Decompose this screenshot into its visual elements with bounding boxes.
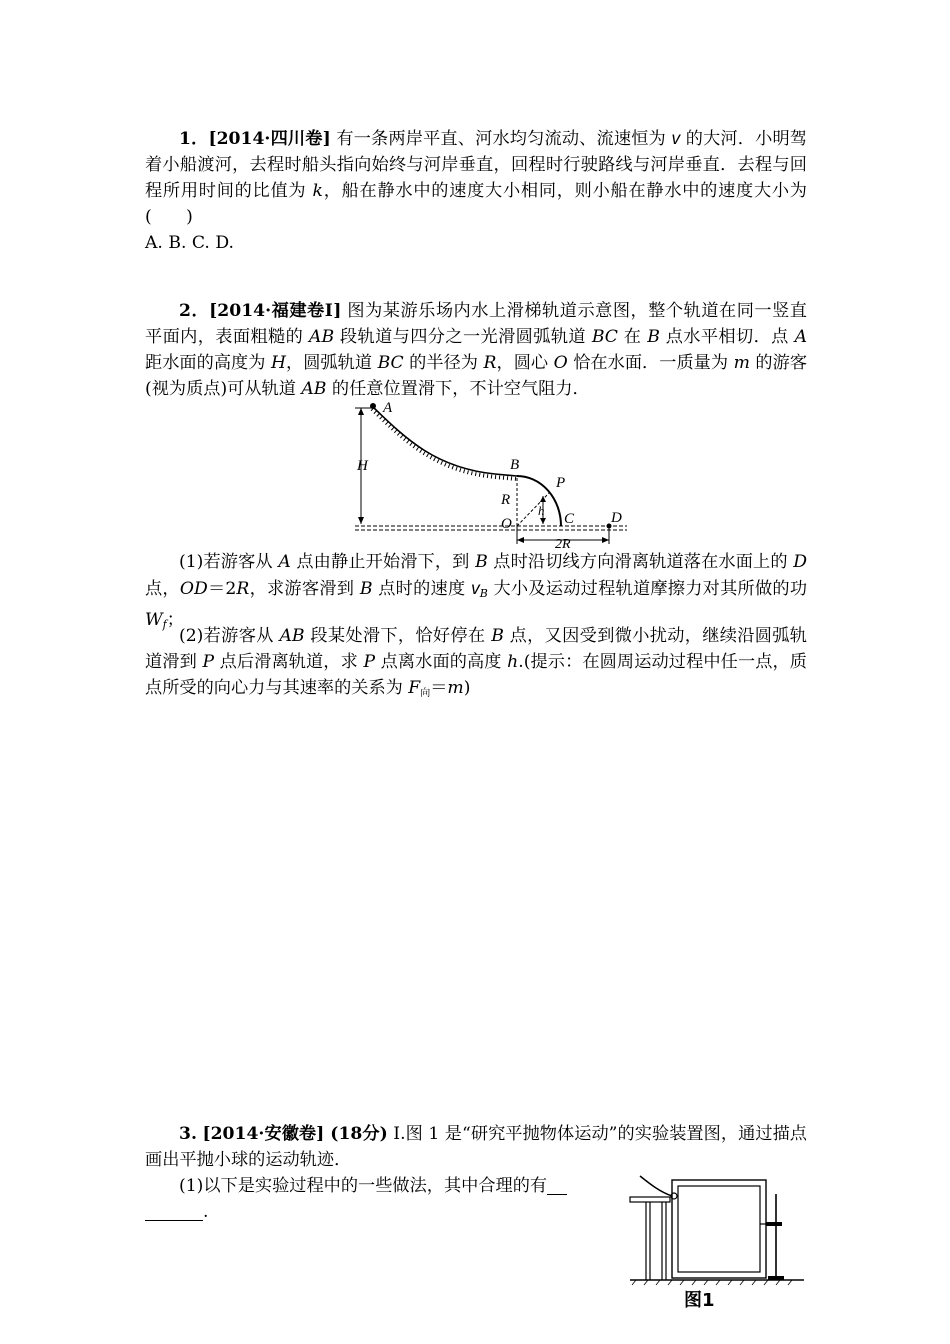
- q2-intro-text: 的游客(视为质点)可从轨道: [145, 353, 808, 399]
- q2-var: R: [483, 353, 497, 373]
- height-h-arrow-bottom: [358, 517, 364, 524]
- answer-blank-continued[interactable]: [145, 1202, 203, 1221]
- q2-s1-text: (1)若游客从: [179, 552, 279, 572]
- board-inner: [678, 1186, 760, 1272]
- q1-text-a: 有一条两岸平直、河水均匀流动、流速恒为: [330, 129, 672, 149]
- q2-s1-text: ，求游客滑到: [249, 579, 360, 599]
- q2-s1-text: 点，: [145, 579, 180, 599]
- q1-options: A. B. C. D.: [145, 233, 234, 253]
- q2-s1-var: R: [236, 579, 250, 599]
- q1-var-v: v: [671, 128, 681, 148]
- q2-intro-text: ，圆心: [496, 353, 554, 373]
- label-o: O: [501, 516, 512, 532]
- q2-intro-text: 距水面的高度为: [145, 353, 271, 373]
- q2-s1-var: B: [359, 579, 373, 599]
- q2-s2-var: AB: [279, 626, 305, 646]
- q2-s2-var: h: [507, 652, 519, 672]
- radius-op-line: [517, 492, 550, 526]
- label-p: P: [556, 475, 566, 491]
- q2-s1-var-v: v: [471, 578, 480, 598]
- q2-s1-sub-b: B: [479, 587, 488, 600]
- table-top: [630, 1197, 670, 1202]
- q2-intro-text: 在: [617, 327, 648, 347]
- label-2r: 2R: [555, 537, 571, 550]
- figure-1-caption: 图1: [684, 1290, 715, 1311]
- arc-bc: [517, 476, 561, 526]
- q2-intro-text: 恰在水面．一质量为: [567, 353, 734, 373]
- q3-s1-text: (1)以下是实验过程中的一些做法，其中合理的有: [179, 1176, 548, 1196]
- q2-s1-text: 点由静止开始滑下，到: [290, 552, 476, 572]
- q2-intro-text: ，圆弧轨道: [285, 353, 378, 373]
- question-2-intro: [145, 298, 807, 402]
- track-ab-hatch: [372, 409, 520, 479]
- label-a: A: [383, 400, 393, 416]
- q2-intro-text: 的半径为: [403, 353, 484, 373]
- stand-base: [768, 1276, 784, 1280]
- dim-2r-arrow-left: [517, 537, 524, 543]
- q2-intro-text: 图为某游乐场内水上滑梯轨道示意图，整个轨道在同一竖直平面内，表面粗糙的: [145, 301, 807, 347]
- question-2-part-2: [145, 623, 807, 707]
- water-slide-diagram: [345, 398, 635, 550]
- q2-number: 2．: [179, 301, 210, 321]
- q1-text-b: 的大河．小明驾着小船渡河，去程时船头指向始终与河岸垂直，回程时行驶路线与河岸垂直．去程与回程所用时间的比值为: [145, 129, 807, 201]
- q1-number: 1．: [179, 129, 209, 149]
- label-b: B: [510, 457, 520, 473]
- q2-s2-text: ＝: [430, 678, 448, 698]
- q2-s2-text: 点离水面的高度: [375, 652, 508, 672]
- q2-var: BC: [377, 353, 404, 373]
- q2-s2-text: (2)若游客从: [179, 626, 280, 646]
- label-r: R: [501, 492, 511, 508]
- q2-s2-sub: 向: [420, 688, 431, 699]
- label-h-small: h: [538, 503, 545, 518]
- chute: [640, 1176, 672, 1196]
- q2-s2-text: 点，又因受到微小扰动，继续沿圆弧轨道滑到: [145, 626, 807, 672]
- q2-s1-sub-f: f: [162, 618, 167, 631]
- q2-s2-var-f: F: [408, 678, 421, 698]
- dim-2r-arrow-right: [602, 537, 609, 543]
- q3-end: .: [203, 1202, 209, 1222]
- projectile-apparatus-figure: [628, 1170, 808, 1314]
- q2-var: AB: [309, 327, 335, 347]
- label-h-big: H: [357, 458, 368, 474]
- q3-number: 3.: [179, 1124, 197, 1144]
- q1-var-k: k: [312, 181, 323, 201]
- question-3: [145, 1121, 807, 1173]
- q2-s2-var: B: [491, 626, 504, 646]
- q1-source: [2014·四川卷]: [208, 129, 331, 149]
- q2-s2-text: 段某处滑下，恰好停在: [304, 626, 492, 646]
- q2-s2-var: m: [447, 678, 464, 698]
- q2-s1-var: D: [793, 552, 808, 572]
- q2-s2-text: 点后滑离轨道，求: [214, 652, 364, 672]
- height-small-h-arrow-bottom: [540, 518, 546, 524]
- q2-var: B: [647, 327, 660, 347]
- height-h-arrow-top: [358, 408, 364, 415]
- q2-intro-text: 段轨道与四分之一光滑圆弧轨道: [334, 327, 592, 347]
- q2-var: m: [733, 353, 750, 373]
- q2-s1-text: ＝2: [207, 579, 237, 599]
- question-3-part-1: [145, 1173, 615, 1225]
- q1-text-c: ，船在静水中的速度大小相同，则小船在静水中的速度大小为( ): [145, 181, 807, 227]
- q2-var: H: [270, 353, 286, 373]
- q3-source: [2014·安徽卷] (18分): [202, 1124, 388, 1144]
- answer-blank[interactable]: [547, 1176, 567, 1195]
- label-c: C: [564, 511, 575, 527]
- board-outer: [672, 1180, 766, 1278]
- q2-s1-var: A: [278, 552, 291, 572]
- q2-var: AB: [301, 379, 327, 399]
- question-1: [145, 125, 807, 256]
- q2-s2-text: ): [463, 678, 471, 698]
- q2-source: [2014·福建卷Ⅰ]: [209, 301, 342, 321]
- q2-s1-var: OD: [179, 579, 208, 599]
- q2-s1-var: B: [475, 552, 488, 572]
- label-d: D: [611, 510, 622, 526]
- q2-s2-text: .(提示：在圆周运动过程中任一点，质点所受的向心力与其速率的关系为: [145, 652, 807, 698]
- q2-var: A: [794, 327, 808, 347]
- q2-var: BC: [591, 327, 618, 347]
- q3-text: Ⅰ.图 1 是“研究平抛物体运动”的实验装置图，通过描点画出平抛小球的运动轨迹．: [145, 1124, 807, 1170]
- q2-s1-text: 大小及运动过程轨道摩擦力对其所做的功: [487, 579, 808, 599]
- q2-s1-text: 点时沿切线方向滑离轨道落在水面上的: [487, 552, 794, 572]
- q2-s2-var: P: [363, 652, 376, 672]
- q2-intro-text: 点水平相切．点: [659, 327, 795, 347]
- q2-var: O: [553, 353, 568, 373]
- q2-s1-var-w: W: [145, 610, 163, 630]
- q2-s2-var: P: [202, 652, 215, 672]
- q2-s1-text: 点时的速度: [372, 579, 472, 599]
- q2-intro-text: 的任意位置滑下，不计空气阻力．: [326, 379, 590, 399]
- q2-s1-text: ；: [166, 610, 184, 630]
- stand-clamp: [766, 1222, 782, 1226]
